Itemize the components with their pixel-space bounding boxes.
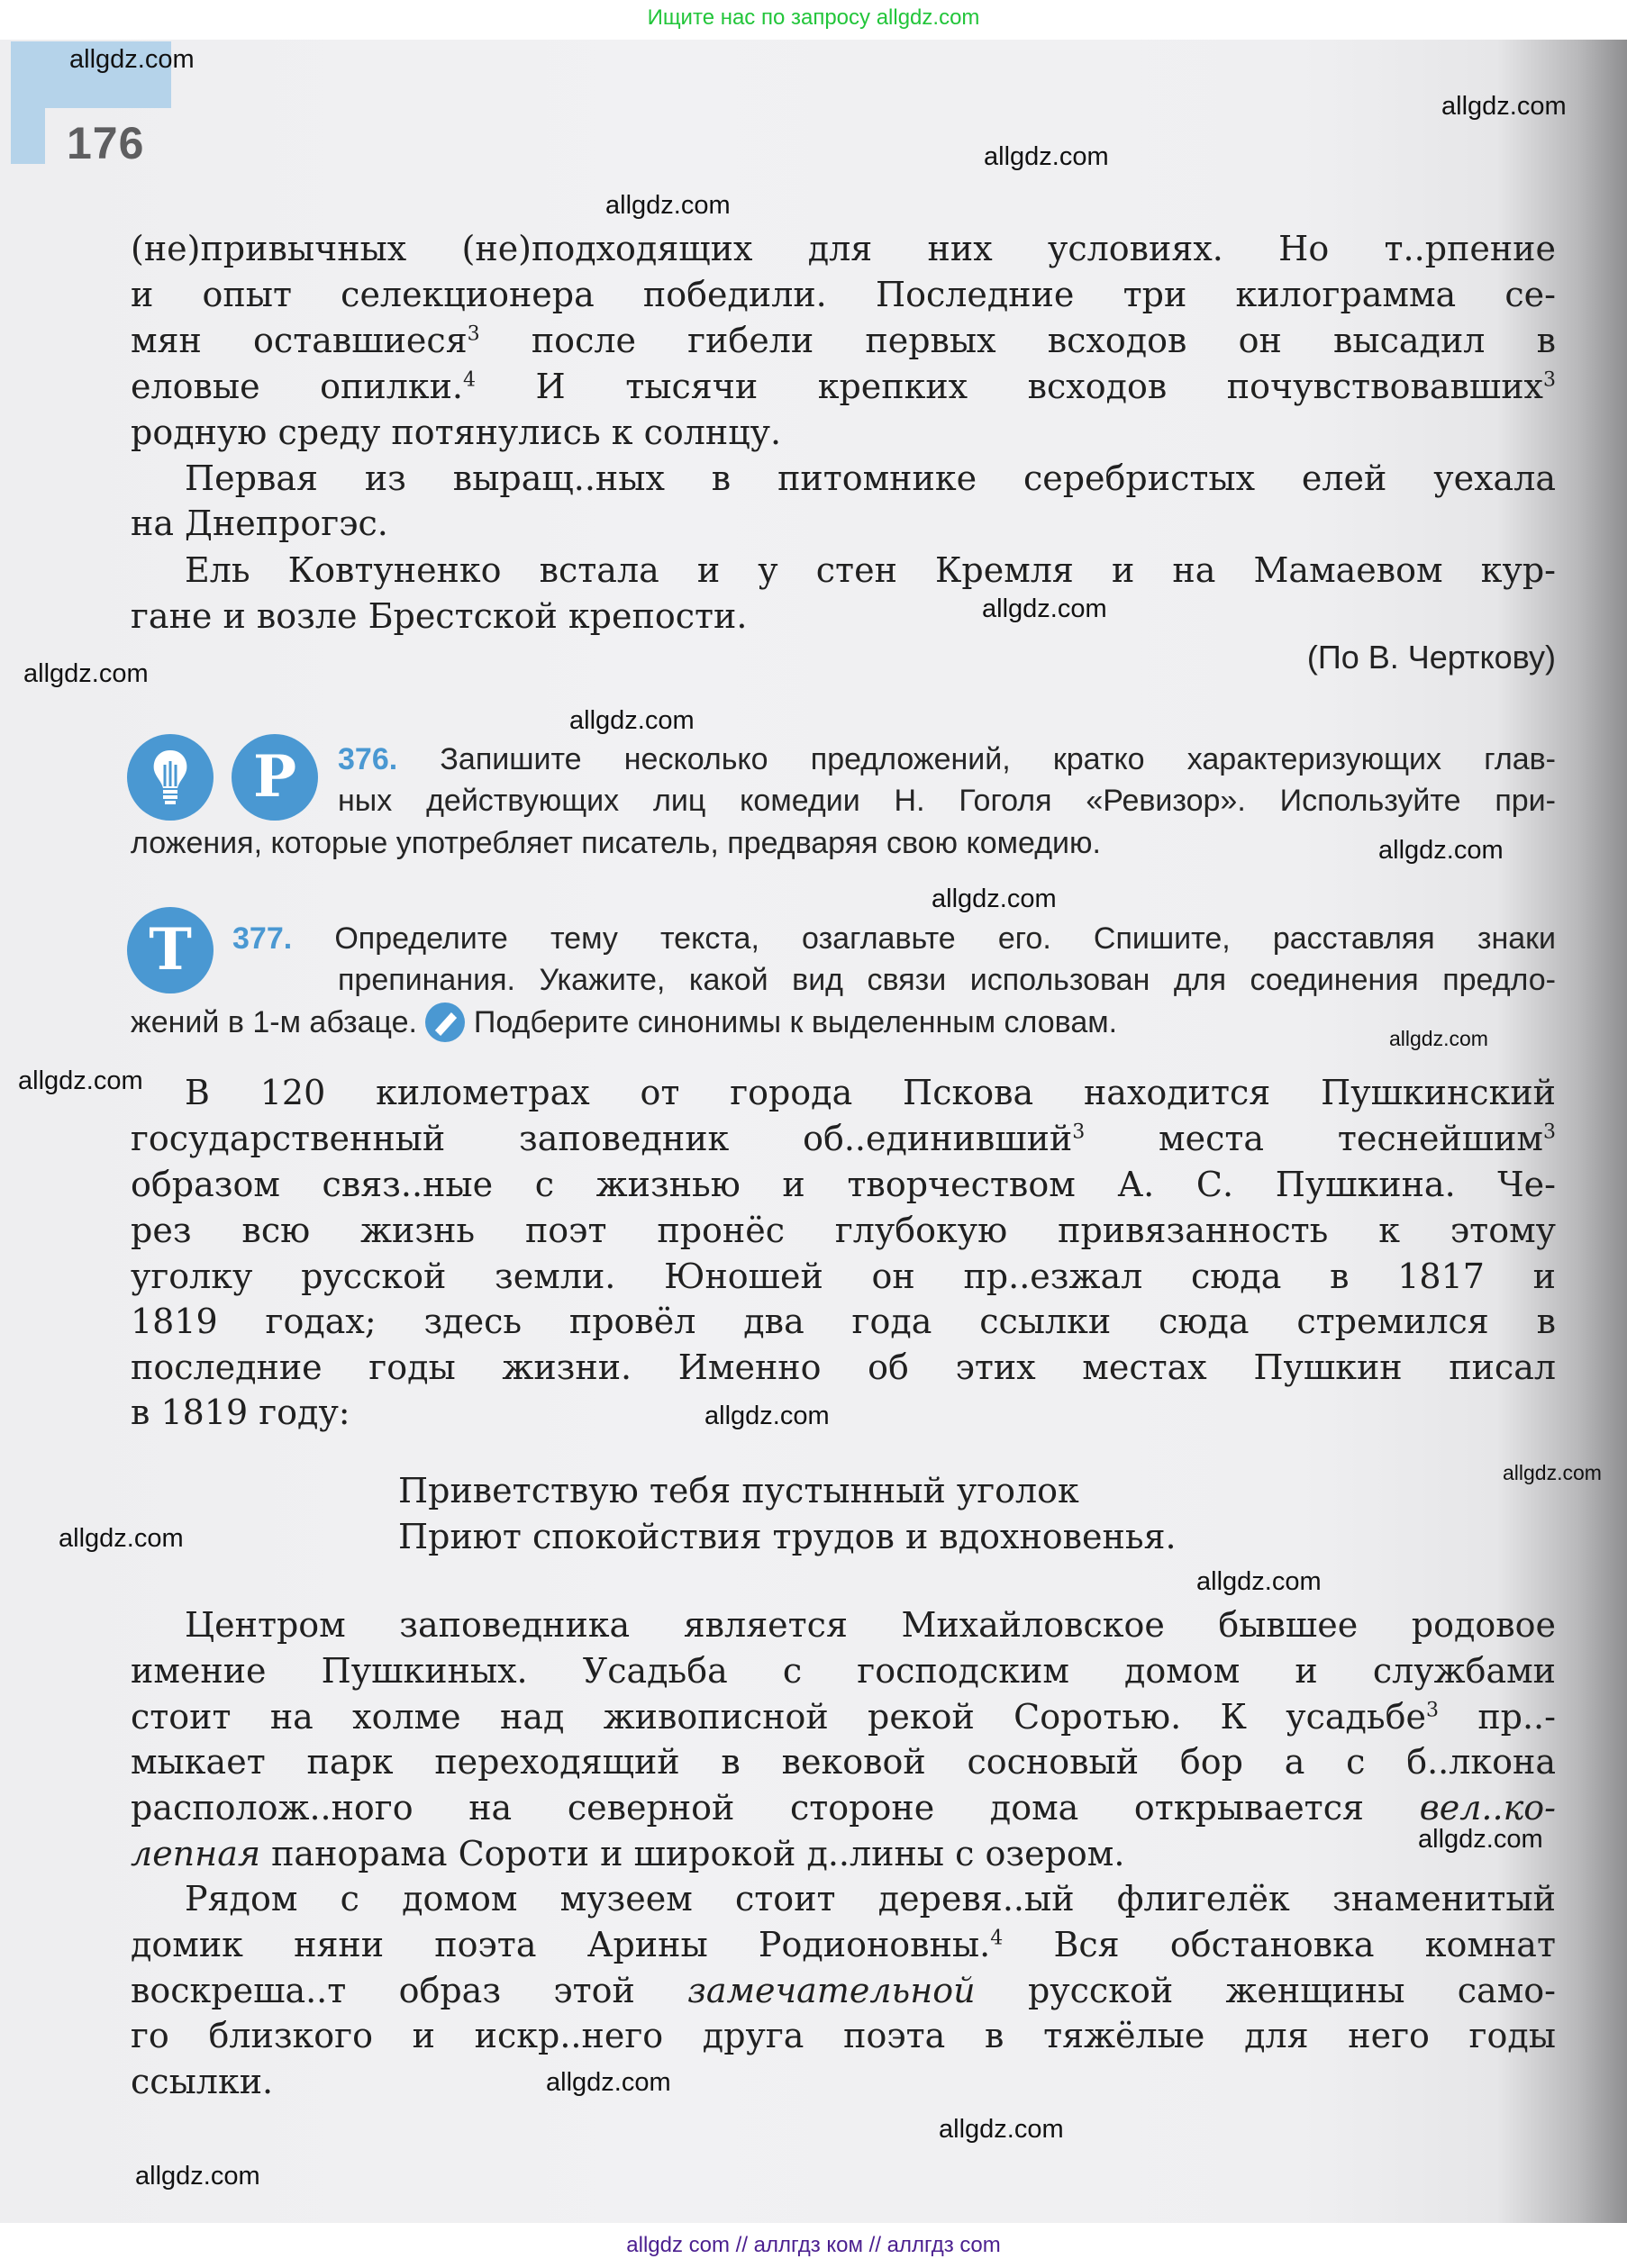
text-line <box>131 1922 1556 1967</box>
text-line: образом связ..ные с жизнью и творчеством А. С. Пушкина. Че- <box>131 1165 1556 1204</box>
text-line: имение Пушкиных. Усадьба с господским домом и службами <box>131 1651 1556 1691</box>
text-fragment: после гибели первых всходов он высадил в <box>531 321 1556 360</box>
footnote-mark: 3 <box>467 322 480 346</box>
watermark: allgdz.com <box>605 191 731 220</box>
watermark: allgdz.com <box>1418 1825 1543 1854</box>
highlighted-word: вел..ко- <box>1419 1788 1556 1828</box>
task-text: Запишите несколько предложений, кратко характеризующих глав- <box>440 742 1556 776</box>
text-fragment: домик няни поэта Арины Родионовны. <box>131 1925 991 1964</box>
text-line: В 120 километрах от города Пскова находится Пушкинский <box>185 1073 1556 1112</box>
exercise-number: 376. <box>338 742 398 776</box>
pencil-glyph-icon <box>425 1002 465 1042</box>
footnote-mark: 3 <box>1426 1699 1439 1722</box>
text-line: на Днепрогэс. <box>131 503 388 543</box>
bottom-banner: allgdz com // аллгдз ком // аллгдз com <box>0 2223 1627 2268</box>
task-text: Подберите синонимы к выделенным словам. <box>473 1005 1118 1039</box>
watermark: allgdz.com <box>932 885 1057 913</box>
exercise-number: 377. <box>232 921 293 956</box>
text-line: Ель Ковтуненко встала и у стен Кремля и на Мамаевом кур- <box>185 550 1556 590</box>
watermark: allgdz.com <box>1503 1461 1602 1484</box>
footnote-mark: 4 <box>463 368 476 392</box>
exercise-376-line: ных действующих лиц комедии Н. Гоголя «Ревизор». Используйте при- <box>338 784 1556 818</box>
watermark: allgdz.com <box>1389 1027 1488 1050</box>
text-line <box>131 1694 1556 1739</box>
highlighted-word: лепная <box>131 1834 261 1873</box>
watermark: allgdz.com <box>984 142 1109 171</box>
text-line <box>131 1116 1556 1161</box>
watermark: allgdz.com <box>704 1402 830 1430</box>
pencil-icon <box>425 1002 465 1042</box>
text-line <box>131 318 1556 363</box>
top-banner: Ищите нас по запросу allgdz.com <box>0 0 1627 40</box>
text-line: (не)привычных (не)подходящих для них условиях. Но т..рпение <box>131 229 1556 268</box>
text-line: родную среду потянулись к солнцу. <box>131 413 782 452</box>
text-fragment: государственный заповедник об..единивший <box>131 1119 1073 1158</box>
poem-line: Приветствую тебя пустынный уголок <box>398 1471 1079 1510</box>
letter-r-icon: Р <box>232 734 318 821</box>
text-fragment: пр..- <box>1477 1697 1556 1737</box>
text-line: в 1819 году: <box>131 1393 350 1432</box>
task-text: Определите тему текста, озаглавьте его. Спишите, расставляя знаки <box>334 921 1556 956</box>
page-number: 176 <box>67 118 145 168</box>
watermark: allgdz.com <box>135 2162 260 2191</box>
watermark: allgdz.com <box>59 1524 184 1553</box>
text-line: 1819 годах; здесь провёл два года ссылки сюда стремился в <box>131 1302 1556 1341</box>
text-line <box>131 1831 1556 1876</box>
exercise-377-line <box>232 918 1556 959</box>
watermark: allgdz.com <box>1441 92 1567 121</box>
lightbulb-icon <box>127 734 214 821</box>
lightbulb-glyph-icon <box>127 734 214 821</box>
page-corner-marker-side <box>11 108 45 164</box>
text-fragment: стоит на холме над живописной рекой Соротью. К усадьбе <box>131 1697 1426 1737</box>
text-line <box>131 1785 1556 1830</box>
text-line: и опыт селекционера победили. Последние три килограмма се- <box>131 275 1556 314</box>
watermark: allgdz.com <box>939 2115 1064 2144</box>
watermark: allgdz.com <box>546 2068 671 2097</box>
text-fragment: И тысячи крепких всходов почувствовавших <box>535 367 1543 406</box>
text-fragment: еловые опилки. <box>131 367 463 406</box>
text-line: Центром заповедника является Михайловское бывшее родовое <box>185 1605 1556 1645</box>
exercise-377-line <box>131 1002 1556 1044</box>
poem-line: Приют спокойствия трудов и вдохновенья. <box>398 1517 1177 1556</box>
letter-t-icon: Т <box>127 907 214 993</box>
watermark: allgdz.com <box>1378 836 1504 865</box>
text-line: го близкого и искр..него друга поэта в тяжёлые для него годы <box>131 2016 1556 2055</box>
exercise-376-line: ложения, которые употребляет писатель, предваряя свою комедию. <box>131 826 1101 860</box>
footnote-mark: 3 <box>1542 1120 1556 1144</box>
text-fragment: воскреша..т образ этой <box>131 1971 635 2010</box>
attribution: (По В. Черткову) <box>1306 639 1556 676</box>
text-line: уголку русской земли. Юношей он пр..езжал сюда в 1817 и <box>131 1256 1556 1296</box>
task-text: жений в 1-м абзаце. <box>131 1005 418 1039</box>
footnote-mark: 4 <box>990 1927 1004 1950</box>
text-line: последние годы жизни. Именно об этих местах Пушкин писал <box>131 1347 1556 1387</box>
text-line <box>131 1968 1556 2013</box>
watermark: allgdz.com <box>23 659 149 688</box>
exercise-377-line: препинания. Укажите, какой вид связи использован для соединения предло- <box>338 963 1556 997</box>
watermark: allgdz.com <box>982 594 1107 623</box>
text-line: Первая из выращ..ных в питомнике серебристых елей уехала <box>185 458 1556 498</box>
text-line: ссылки. <box>131 2062 274 2101</box>
watermark: allgdz.com <box>569 706 695 735</box>
text-line: рез всю жизнь поэт пронёс глубокую привязанность к этому <box>131 1211 1556 1250</box>
watermark: allgdz.com <box>1196 1567 1322 1596</box>
text-line: мыкает парк переходящий в вековой сосновый бор а с б..лкона <box>131 1742 1556 1782</box>
watermark: allgdz.com <box>69 45 195 74</box>
text-fragment: панорама Сороти и широкой д..лины с озером. <box>271 1834 1125 1873</box>
watermark: allgdz.com <box>18 1066 143 1095</box>
text-line <box>131 364 1556 409</box>
footnote-mark: 3 <box>1072 1120 1086 1144</box>
text-fragment: мян оставшиеся <box>131 321 468 360</box>
text-fragment: места теснейшим <box>1159 1119 1543 1158</box>
text-fragment: располож..ного на северной стороне дома открывается <box>131 1788 1364 1828</box>
text-fragment: русской женщины само- <box>1027 1971 1556 2010</box>
exercise-376-line <box>338 739 1556 780</box>
highlighted-word: замечательной <box>687 1971 976 2010</box>
text-line: гане и возле Брестской крепости. <box>131 596 748 636</box>
text-line: Рядом с домом музеем стоит деревя..ый флигелёк знаменитый <box>185 1879 1556 1919</box>
text-fragment: Вся обстановка комнат <box>1053 1925 1556 1964</box>
footnote-mark: 3 <box>1543 368 1556 392</box>
